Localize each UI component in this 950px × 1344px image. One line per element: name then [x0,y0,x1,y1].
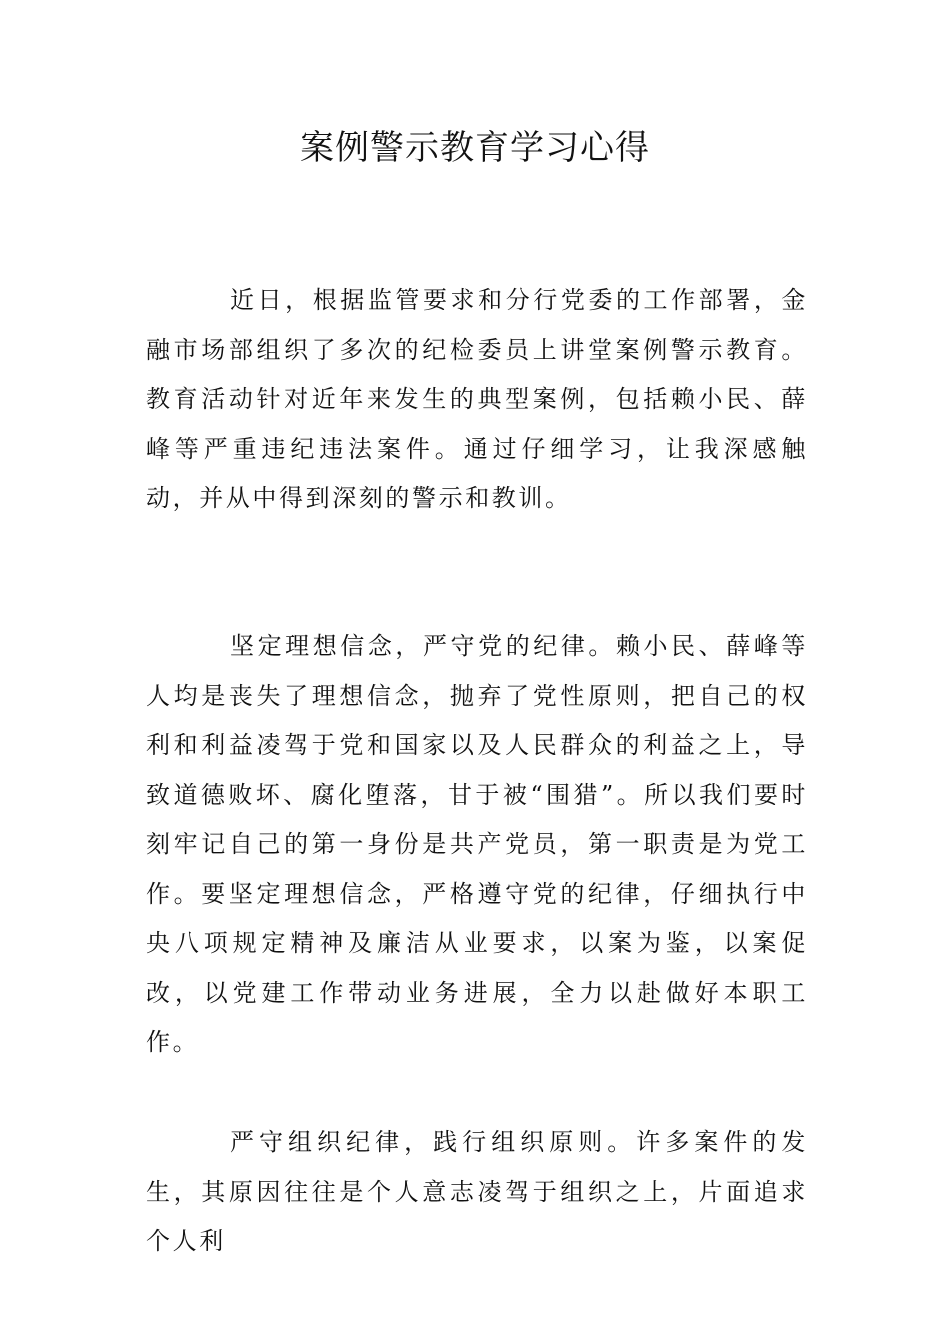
paragraph-organizational-discipline: 严守组织纪律，践行组织原则。许多案件的发生，其原因往往是个人意志凌驾于组织之上，片面追求个人利 [146,1128,808,1255]
paragraph-ideals-discipline: 坚定理想信念，严守党的纪律。赖小民、薛峰等人均是丧失了理想信念，抛弃了党性原则，把自己的权利和利益凌驾于党和国家以及人民群众的利益之上，导致道德败坏、腐化堕落，甘于被“围猎”。所以我们要时刻牢记自己的第一身份是共产党员，第一职责是为党工作。要坚定理想信念，严格遵守党的纪律，仔细执行中央八项规定精神及廉洁从业要求，以案为鉴，以案促改，以党建工作带动业务进展，全力以赴做好本职工作。 [146,632,808,1056]
paragraph-intro: 近日，根据监管要求和分行党委的工作部署，金融市场部组织了多次的纪检委员上讲堂案例警示教育。教育活动针对近年来发生的典型案例，包括赖小民、薛峰等严重违纪违法案件。通过仔细学习，让我深感触动，并从中得到深刻的警示和教训。 [146,286,808,512]
document-title: 案例警示教育学习心得 [300,128,650,168]
